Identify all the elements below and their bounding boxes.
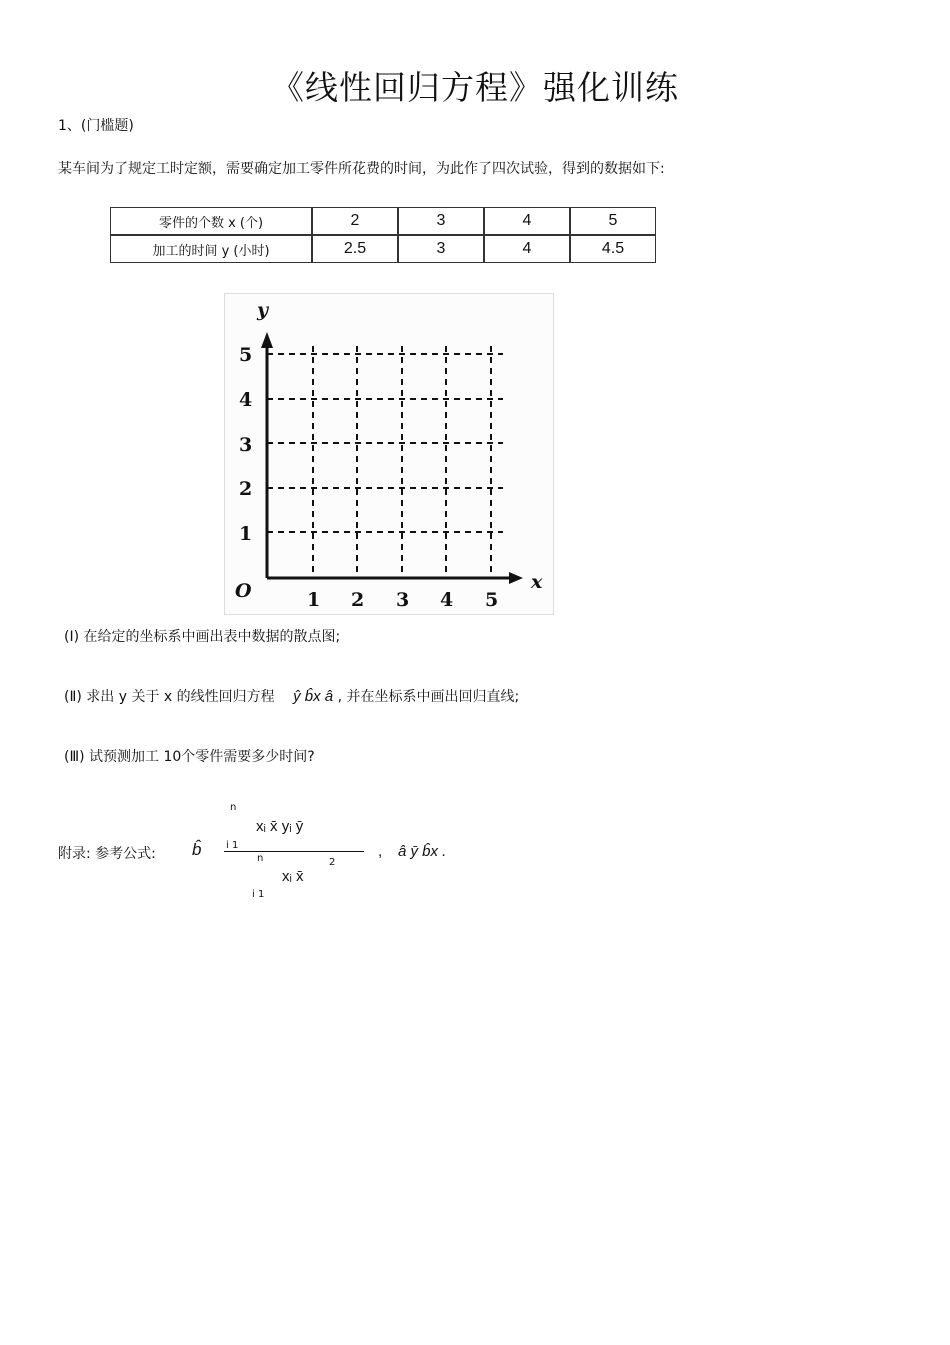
table-cell: 2 xyxy=(312,207,398,235)
data-table xyxy=(110,207,656,263)
row-label-y: 加工的时间 y (小时) xyxy=(110,235,312,263)
question-intro: 某车间为了规定工时定额，需要确定加工零件所花费的时间，为此作了四次试验，得到的数据如下: xyxy=(58,161,665,177)
y-tick-label: 1 xyxy=(239,523,253,545)
table-row xyxy=(110,235,656,263)
x-tick-label: 4 xyxy=(440,589,454,611)
appendix-label: 附录: 参考公式: xyxy=(58,846,156,862)
formula-comma: , xyxy=(378,843,383,860)
y-tick-label: 4 xyxy=(239,389,253,411)
fraction-bar xyxy=(224,851,364,852)
part-2 xyxy=(64,686,519,706)
part-3: (Ⅲ) 试预测加工 10个零件需要多少时间? xyxy=(64,749,315,765)
part-2-tail: , 并在坐标系中画出回归直线; xyxy=(337,689,520,705)
row-label-x: 零件的个数 x (个) xyxy=(110,207,312,235)
numerator: xᵢ x̄ yᵢ ȳ xyxy=(256,818,304,835)
origin-label: O xyxy=(235,580,252,602)
sum-lower-limit: i 1 xyxy=(226,840,239,851)
sum-lower-limit: i 1 xyxy=(252,889,265,900)
regression-formula: ŷ b̂x â xyxy=(293,688,334,705)
table-cell: 4.5 xyxy=(570,235,656,263)
table-cell: 2.5 xyxy=(312,235,398,263)
table-cell: 4 xyxy=(484,207,570,235)
table-cell: 5 xyxy=(570,207,656,235)
y-tick-label: 3 xyxy=(239,434,253,456)
table-cell: 3 xyxy=(398,207,484,235)
b-hat-symbol: b̂ xyxy=(192,840,202,859)
y-tick-label: 2 xyxy=(239,478,253,500)
denominator-power: 2 xyxy=(329,857,336,868)
a-hat-formula: â ȳ b̂x . xyxy=(398,843,447,860)
y-axis-label: y xyxy=(257,299,269,321)
sum-upper-limit: n xyxy=(257,853,264,864)
table-cell: 4 xyxy=(484,235,570,263)
x-axis-label: x xyxy=(531,571,543,593)
grid-svg xyxy=(225,294,553,614)
coordinate-grid xyxy=(224,293,554,615)
sum-upper-limit: n xyxy=(230,802,237,813)
x-axis-arrow xyxy=(509,572,523,584)
denominator: xᵢ x̄ xyxy=(282,868,304,885)
page-title: 《线性回归方程》强化训练 xyxy=(271,68,679,107)
x-tick-label: 5 xyxy=(485,589,499,611)
x-tick-label: 3 xyxy=(396,589,410,611)
x-tick-label: 1 xyxy=(307,589,321,611)
y-tick-label: 5 xyxy=(239,344,253,366)
x-tick-label: 2 xyxy=(351,589,365,611)
table-cell: 3 xyxy=(398,235,484,263)
part-2-text: (Ⅱ) 求出 y 关于 x 的线性回归方程 xyxy=(64,689,275,705)
part-1: (Ⅰ) 在给定的坐标系中画出表中数据的散点图; xyxy=(64,629,341,645)
question-label: 1、(门槛题) xyxy=(58,118,134,134)
y-axis-arrow xyxy=(261,332,273,348)
table-row xyxy=(110,207,656,235)
